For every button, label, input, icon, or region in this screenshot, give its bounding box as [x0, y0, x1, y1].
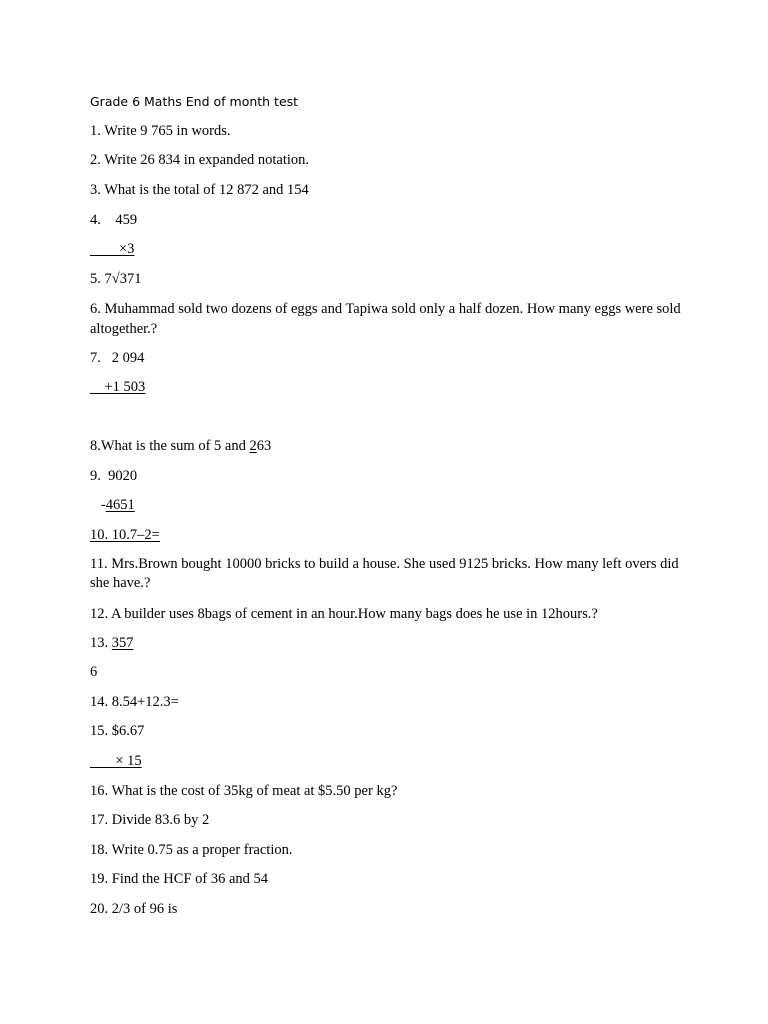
question-3: 3. What is the total of 12 872 and 154 [90, 182, 309, 198]
question-8-underlined: 2 [249, 438, 257, 454]
question-8-prefix: 8.What is the sum of 5 and [90, 438, 250, 454]
question-19: 19. Find the HCF of 36 and 54 [90, 871, 269, 887]
question-13-underlined: 357 [111, 635, 134, 651]
question-12: 12. A builder uses 8bags of cement in an hour.How many bags does he use in 12hours.? [90, 606, 598, 622]
question-10-part-c: = [151, 527, 160, 543]
question-7-line-1: 7. 2 094 [90, 350, 145, 366]
question-10-part-b: 2 [144, 527, 152, 543]
document-title: Grade 6 Maths End of month test [90, 94, 299, 109]
question-13 [90, 634, 134, 652]
question-4-line-2: ×3 [90, 241, 135, 257]
question-14: 14. 8.54+12.3= [90, 694, 179, 710]
question-13-line-2: 6 [90, 664, 98, 680]
question-9-prefix: - [90, 497, 106, 513]
question-18: 18. Write 0.75 as a proper fraction. [90, 842, 293, 858]
question-9-underlined: 4651 [105, 497, 135, 513]
question-8-suffix: 63 [256, 438, 272, 454]
question-2: 2. Write 26 834 in expanded notation. [90, 152, 310, 168]
question-6: 6. Muhammad sold two dozens of eggs and Tapiwa sold only a half dozen. How many eggs were sold altogether.? [90, 301, 681, 337]
question-5: 5. 7√371 [90, 271, 142, 287]
question-13-prefix: 13. [90, 635, 112, 651]
question-11: 11. Mrs.Brown bought 10000 bricks to build a house. She used 9125 bricks. How many left overs did she have.? [90, 556, 679, 591]
question-15-line-1: 15. $6.67 [90, 723, 145, 739]
question-15-line-2: × 15 [90, 753, 142, 769]
question-9-line-1: 9. 9020 [90, 468, 138, 484]
question-8 [90, 437, 271, 455]
question-16: 16. What is the cost of 35kg of meat at $5.50 per kg? [90, 783, 398, 799]
question-17: 17. Divide 83.6 by 2 [90, 812, 210, 828]
question-9-line-2 [90, 496, 135, 514]
question-10 [90, 526, 160, 544]
question-20: 20. 2/3 of 96 is [90, 901, 178, 917]
question-10-part-a: 10. 10.7– [90, 527, 145, 543]
question-7-line-2: +1 503 [90, 379, 146, 395]
question-1: 1. Write 9 765 in words. [90, 123, 231, 139]
question-4-line-1: 4. 459 [90, 212, 138, 228]
